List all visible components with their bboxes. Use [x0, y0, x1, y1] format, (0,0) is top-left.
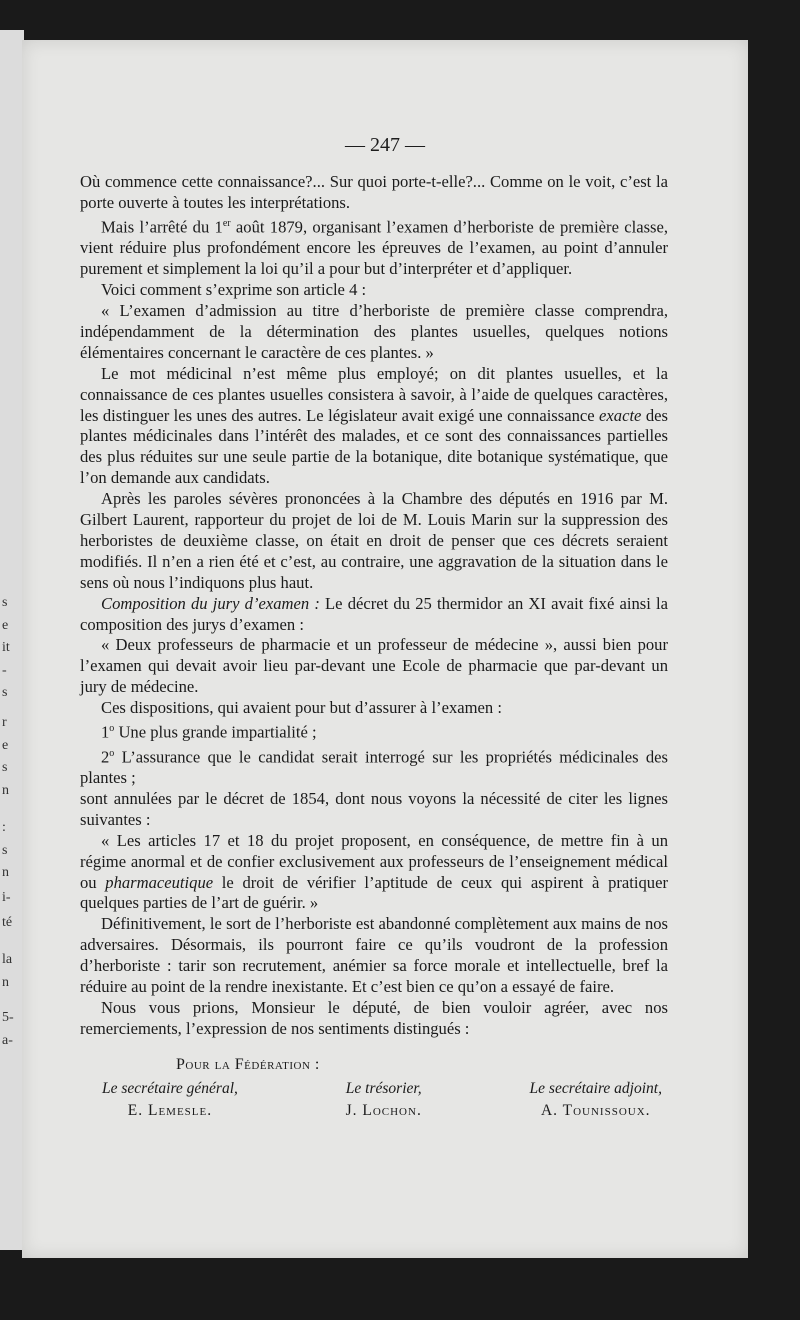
text-run: 1 [101, 722, 110, 742]
paragraph [80, 914, 668, 998]
left-page-fragment: té [2, 915, 13, 930]
paragraph [80, 719, 668, 743]
text-run: Où commence cette connaissance?... Sur quoi porte-t-elle?... Comme on le voit, c’est la porte ouverte à toutes les interprétations. [80, 172, 668, 212]
left-page-fragment: s [2, 595, 8, 610]
text-run: L’assurance que le candidat serait interrogé sur les propriétés médicinales des plantes ; [80, 747, 668, 787]
left-page-fragment: 5- [2, 1010, 14, 1025]
left-page-fragment: s [2, 685, 8, 700]
text-run: Une plus grande impartialité ; [114, 722, 317, 742]
text-run: Le décret du 25 thermidor an XI avait fixé ainsi la composition des jurys d’examen : [80, 593, 668, 634]
text-run: Voici comment s’exprime son article 4 : [101, 280, 367, 300]
signature-block [102, 1078, 662, 1122]
italic-text: exacte [599, 405, 642, 425]
left-page-fragment: n [2, 783, 9, 798]
text-run: Définitivement, le sort de l’herboriste est abandonné complètement aux mains de nos adversaires. Désormais, ils pourront faire ce qu’ils voudront de la profession d’herboriste : tarir son recrutement, anémier sa force morale et intellectuelle, bref la réduire au point de la rendre inexistante. Et c’est bien ce qu’on a essayé de faire. [80, 914, 668, 997]
body-text [80, 172, 668, 1040]
paragraph [80, 698, 668, 719]
left-page-fragment: : [2, 820, 6, 835]
superscript: er [222, 217, 231, 229]
left-page-fragment: a- [2, 1033, 13, 1048]
text-run: des plantes médicinales dans l’intérêt des malades, et ce sont des connaissances partielles des plus réduites sur une seule partie de la botanique, dite botanique systématique, que l’on demande aux candidats. [80, 405, 668, 488]
adjacent-page-edge [0, 30, 24, 1250]
page-number: — 247 — [345, 134, 425, 156]
signatory-name: J. Lochon. [345, 1102, 422, 1119]
italic-text: Composition du jury d’examen : [101, 593, 320, 613]
document-page [22, 40, 748, 1258]
text-run: « Les articles 17 et 18 du projet proposent, en conséquence, de mettre fin à un régime anormal et de confier exclusivement aux professeurs de l’enseignement médical ou [80, 830, 668, 892]
text-run: sont annulées par le décret de 1854, dont nous voyons la nécessité de citer les lignes suivantes : [80, 788, 668, 829]
left-page-fragment: r [2, 715, 7, 730]
paragraph [80, 594, 668, 636]
text-run: août 1879, organisant l’examen d’herboriste de première classe, vient réduire plus profondément encore les épreuves de l’examen, au point d’annuler purement et simplement la loi qu’il a pour but d’interpréter et d’appliquer. [80, 217, 669, 279]
paragraph [80, 172, 668, 214]
closing-formula [176, 1056, 320, 1074]
signatory-name: E. Lemesle. [127, 1102, 213, 1119]
italic-text: pharmaceutique [105, 872, 214, 892]
signatory-secretary-general [102, 1078, 238, 1122]
text-run: Nous vous prions, Monsieur le député, de bien vouloir agréer, avec nos remerciements, l’expression de nos sentiments distingués : [80, 997, 668, 1038]
text-run: 2 [101, 747, 110, 767]
text-run: « L’examen d’admission au titre d’herboriste de première classe comprendra, indépendamment de la détermination des plantes usuelles, quelques notions élémentaires concernant le caractère de ces plantes. » [80, 300, 668, 362]
paragraph [80, 744, 668, 789]
text-run: Le mot médicinal n’est même plus employé; on dit plantes usuelles, et la connaissance de ces plantes usuelles consistera à savoir, à l’aide de quelques caractères, les distinguer les unes des autres. Le législateur avait exigé une connaissance [80, 363, 668, 425]
signatory-assistant-secretary [530, 1078, 662, 1122]
paragraph [80, 301, 668, 364]
signatory-role: Le secrétaire général, [102, 1080, 238, 1097]
paragraph [80, 364, 668, 489]
signatory-role: Le secrétaire adjoint, [529, 1080, 662, 1097]
left-page-fragment: i- [2, 890, 11, 905]
left-page-fragment: it [2, 640, 10, 655]
left-page-fragment: s [2, 760, 8, 775]
text-run: « Deux professeurs de pharmacie et un professeur de médecine », aussi bien pour l’examen qui devait avoir lieu par-devant une Ecole de pharmacie que par-devant un jury de médecine. [80, 635, 668, 697]
text-run: le droit de vérifier l’aptitude de ceux qui aspirent à pratiquer quelques parties de l’art de guérir. » [80, 872, 668, 913]
signatory-role: Le trésorier, [345, 1080, 422, 1097]
paragraph [80, 280, 668, 301]
paragraph [80, 214, 668, 280]
paragraph [80, 831, 668, 915]
left-page-fragment: - [2, 663, 7, 678]
text-run: Ces dispositions, qui avaient pour but d’assurer à l’examen : [101, 698, 502, 718]
paragraph [80, 489, 668, 594]
paragraph [80, 789, 668, 831]
left-page-fragment: n [2, 865, 9, 880]
signatory-treasurer [346, 1078, 422, 1122]
closing-text: Pour la Fédération : [176, 1056, 320, 1073]
paragraph [80, 998, 668, 1040]
text-run: Mais l’arrêté du 1 [101, 217, 223, 237]
left-page-fragment: e [2, 738, 9, 753]
text-run: Après les paroles sévères prononcées à la Chambre des députés en 1916 par M. Gilbert Laurent, rapporteur du projet de loi de M. Louis Marin sur la suppression des herboristes de deuxième classe, on était en droit de penser que ces décrets seraient modifiés. Il n’en a rien été et c’est, au contraire, une aggravation de la situation dans le sens où nous l’indiquons plus haut. [80, 489, 668, 592]
left-page-fragment: n [2, 975, 9, 990]
left-page-fragment: s [2, 843, 8, 858]
paragraph [80, 635, 668, 698]
superscript: o [109, 747, 115, 759]
signatory-name: A. Tounissoux. [540, 1102, 651, 1119]
superscript: o [109, 723, 115, 735]
left-page-fragment: e [2, 618, 9, 633]
left-page-fragment: la [2, 952, 13, 967]
